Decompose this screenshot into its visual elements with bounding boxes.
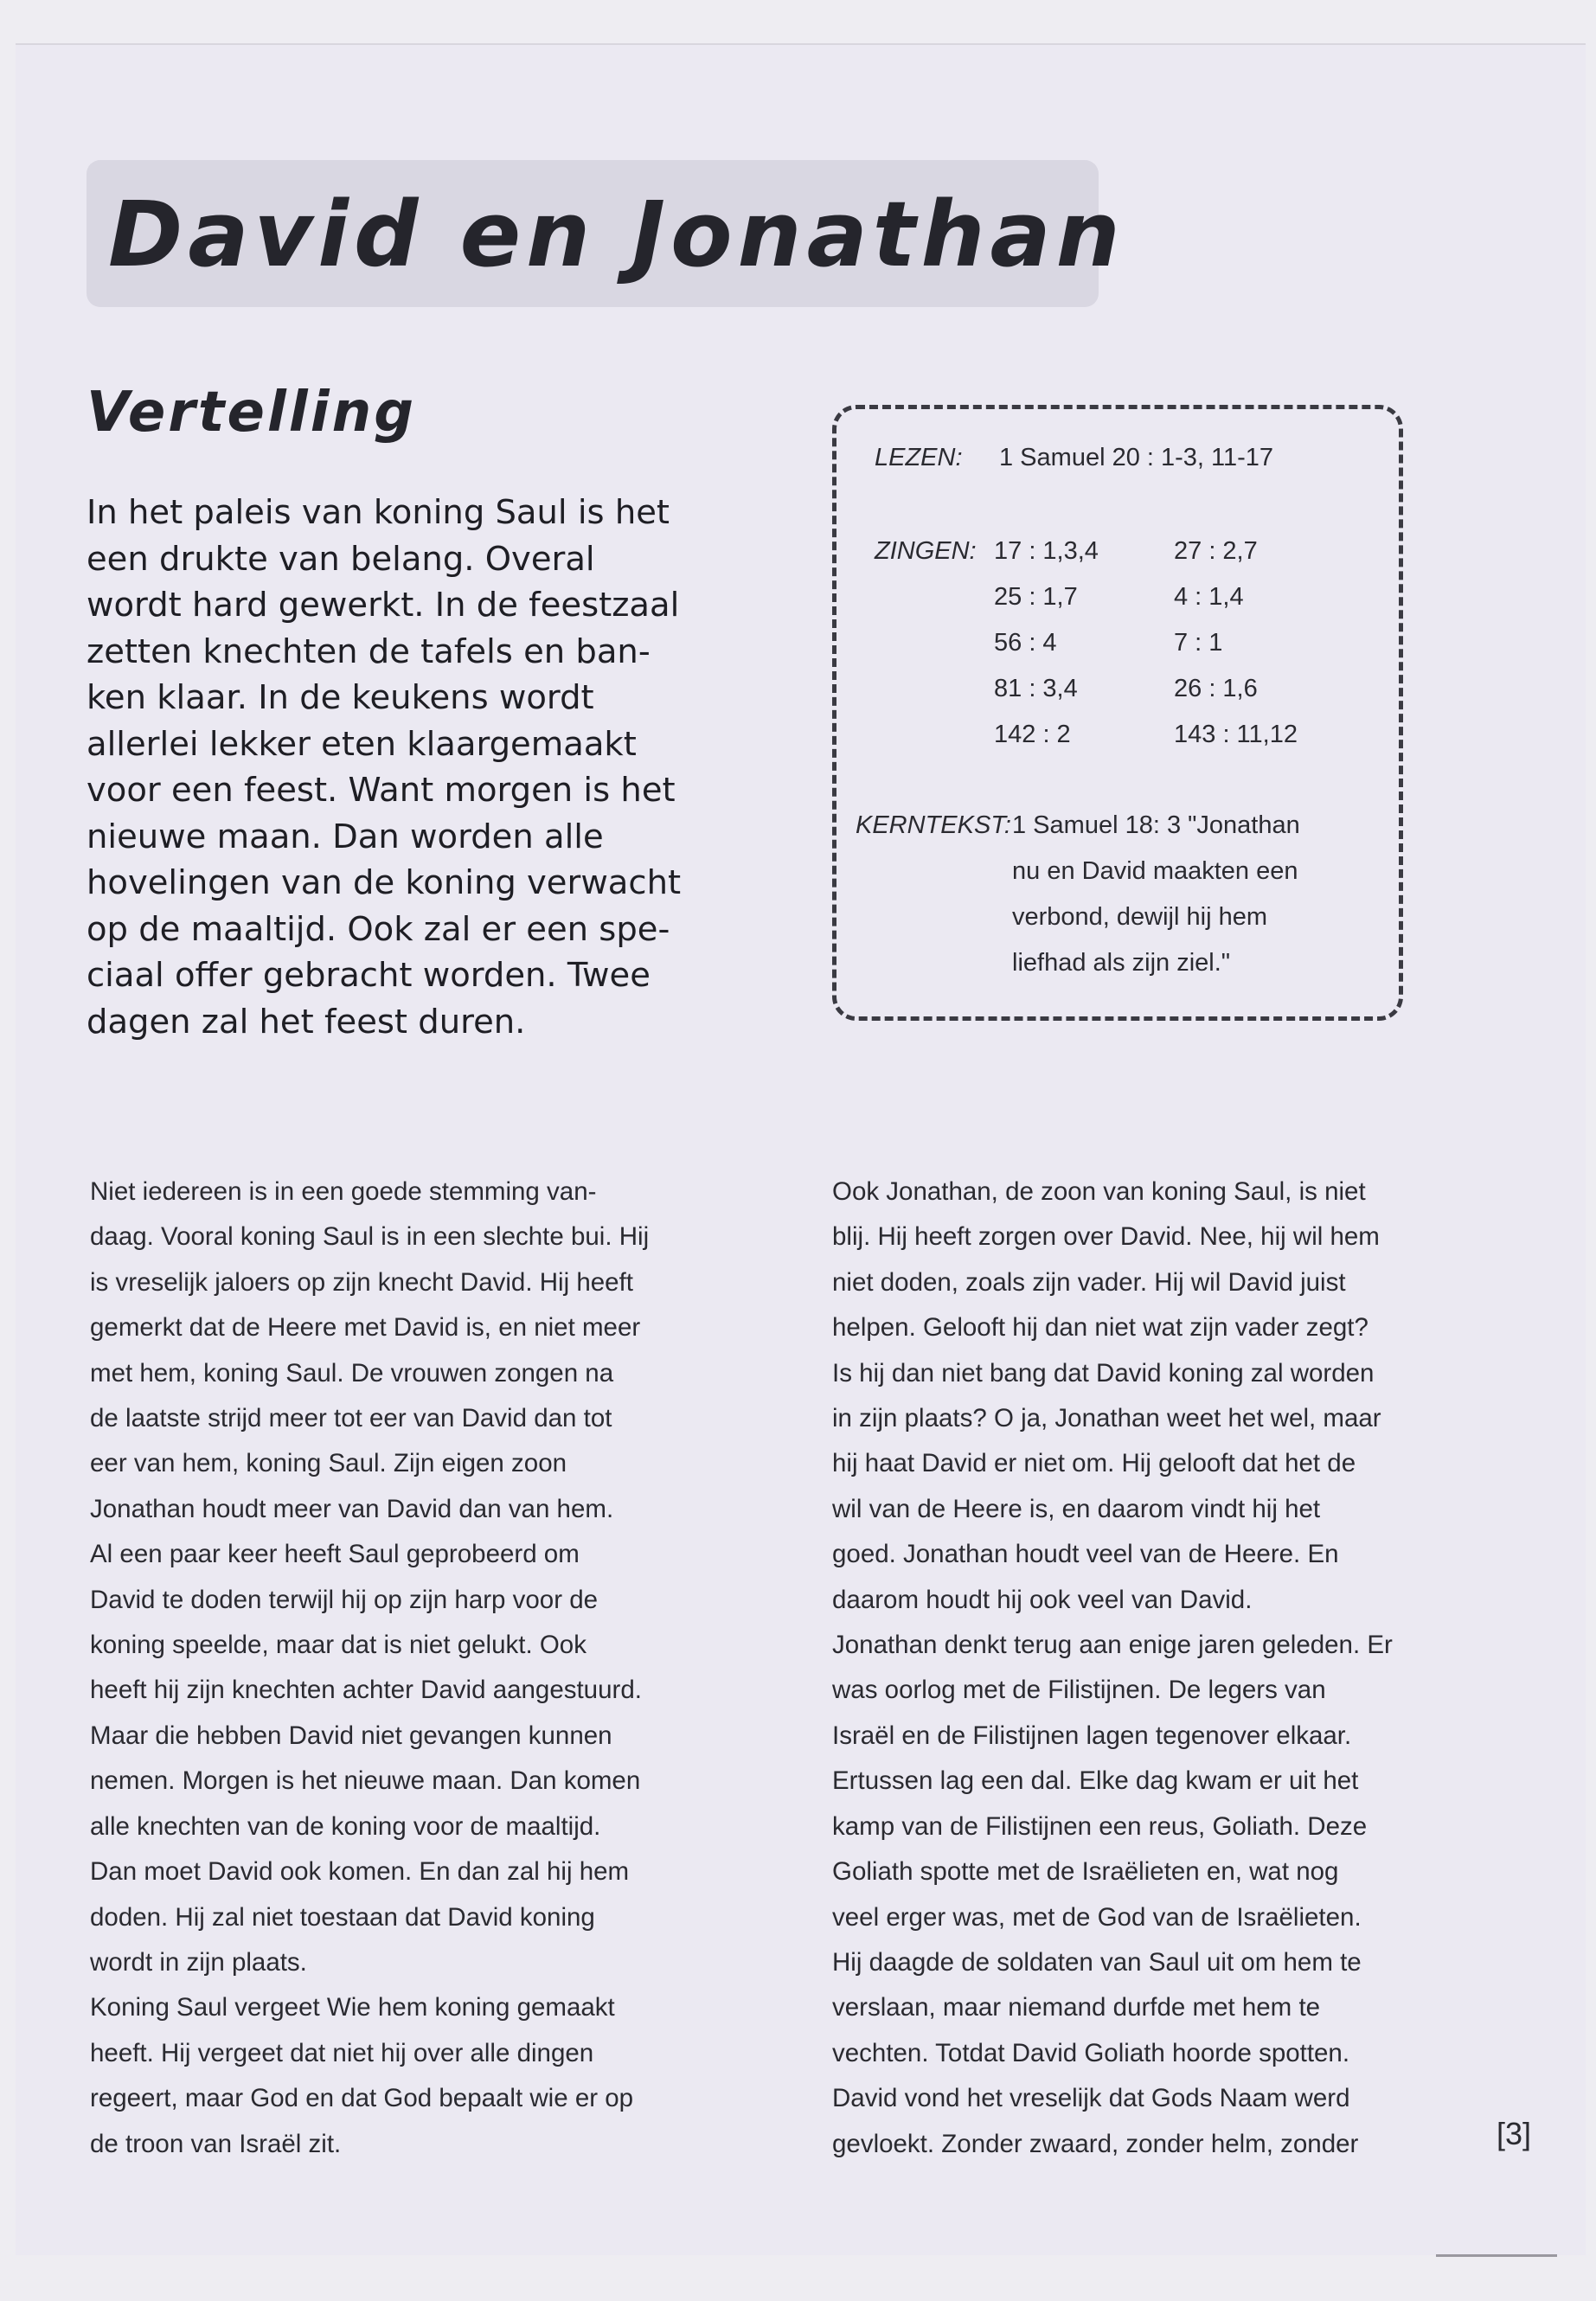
body-line: eer van hem, koning Saul. Zijn eigen zoon bbox=[90, 1449, 567, 1478]
body-line: heeft hij zijn knechten achter David aangestuurd. bbox=[90, 1676, 642, 1705]
body-line: alle knechten van de koning voor de maaltijd. bbox=[90, 1811, 601, 1841]
reading-info-box bbox=[832, 405, 1403, 1021]
intro-line: zetten knechten de tafels en ban- bbox=[87, 631, 651, 671]
body-line: regeert, maar God en dat God bepaalt wie er op bbox=[90, 2084, 634, 2113]
zingen-item: 27 : 2,7 bbox=[1174, 537, 1258, 565]
body-line: Is hij dan niet bang dat David koning zal worden bbox=[832, 1358, 1375, 1388]
body-line: niet doden, zoals zijn vader. Hij wil David juist bbox=[832, 1267, 1346, 1297]
kerntekst-line: nu en David maakten een bbox=[1012, 857, 1298, 885]
body-line: Ook Jonathan, de zoon van koning Saul, is niet bbox=[832, 1177, 1366, 1206]
lezen-label: LEZEN: bbox=[875, 444, 963, 471]
lezen-text: 1 Samuel 20 : 1-3, 11-17 bbox=[999, 444, 1274, 471]
page-number: [3] bbox=[1497, 2116, 1532, 2151]
kerntekst-line: 1 Samuel 18: 3 "Jonathan bbox=[1012, 811, 1300, 839]
body-line: Al een paar keer heeft Saul geprobeerd om bbox=[90, 1540, 580, 1569]
body-line: Dan moet David ook komen. En dan zal hij hem bbox=[90, 1857, 630, 1887]
zingen-label: ZINGEN: bbox=[875, 537, 977, 565]
intro-line: ken klaar. In de keukens wordt bbox=[87, 678, 594, 717]
kerntekst-line: liefhad als zijn ziel." bbox=[1012, 949, 1231, 977]
zingen-item: 142 : 2 bbox=[994, 721, 1071, 748]
body-line: nemen. Morgen is het nieuwe maan. Dan komen bbox=[90, 1766, 641, 1796]
body-line: goed. Jonathan houdt veel van de Heere. En bbox=[832, 1540, 1339, 1569]
body-line: Hij daagde de soldaten van Saul uit om hem te bbox=[832, 1947, 1362, 1977]
intro-line: een drukte van belang. Overal bbox=[87, 539, 595, 579]
body-line: vechten. Totdat David Goliath hoorde spotten. bbox=[832, 2038, 1350, 2067]
intro-line: In het paleis van koning Saul is het bbox=[87, 493, 670, 532]
zingen-item: 17 : 1,3,4 bbox=[994, 537, 1099, 565]
intro-paragraph bbox=[87, 490, 735, 1045]
body-line: de troon van Israël zit. bbox=[90, 2129, 342, 2158]
body-line: David vond het vreselijk dat Gods Naam werd bbox=[832, 2084, 1350, 2113]
body-line: Israël en de Filistijnen lagen tegenover elkaar. bbox=[832, 1721, 1352, 1750]
intro-line: dagen zal het feest duren. bbox=[87, 1002, 526, 1042]
body-column-right bbox=[832, 1170, 1490, 2167]
body-line: helpen. Gelooft hij dan niet wat zijn vader zegt? bbox=[832, 1313, 1368, 1343]
kerntekst-label: KERNTEKST: bbox=[856, 811, 1011, 839]
intro-line: nieuwe maan. Dan worden alle bbox=[87, 817, 604, 856]
kerntekst-line: verbond, dewijl hij hem bbox=[1012, 903, 1267, 931]
body-line: veel erger was, met de God van de Israëlieten. bbox=[832, 1902, 1362, 1932]
body-line: hij haat David er niet om. Hij gelooft dat het de bbox=[832, 1449, 1356, 1478]
intro-line: ciaal offer gebracht worden. Twee bbox=[87, 956, 651, 995]
body-line: kamp van de Filistijnen een reus, Goliath. Deze bbox=[832, 1811, 1368, 1841]
body-line: met hem, koning Saul. De vrouwen zongen na bbox=[90, 1358, 614, 1388]
body-column-left bbox=[90, 1170, 747, 2167]
body-line: doden. Hij zal niet toestaan dat David koning bbox=[90, 1902, 595, 1932]
zingen-item: 7 : 1 bbox=[1174, 629, 1223, 657]
zingen-item: 143 : 11,12 bbox=[1174, 721, 1298, 748]
body-line: Ertussen lag een dal. Elke dag kwam er uit het bbox=[832, 1766, 1359, 1796]
footer-divider bbox=[1436, 2254, 1557, 2257]
intro-line: wordt hard gewerkt. In de feestzaal bbox=[87, 586, 680, 625]
zingen-item: 81 : 3,4 bbox=[994, 675, 1078, 702]
body-line: Jonathan houdt meer van David dan van hem. bbox=[90, 1494, 614, 1523]
zingen-item: 4 : 1,4 bbox=[1174, 583, 1244, 611]
body-line: is vreselijk jaloers op zijn knecht David. Hij heeft bbox=[90, 1267, 633, 1297]
body-line: heeft. Hij vergeet dat niet hij over alle dingen bbox=[90, 2038, 594, 2067]
body-line: David te doden terwijl hij op zijn harp voor de bbox=[90, 1585, 599, 1614]
body-line: verslaan, maar niemand durfde met hem te bbox=[832, 1993, 1321, 2022]
body-line: de laatste strijd meer tot eer van David dan tot bbox=[90, 1404, 612, 1433]
body-line: gemerkt dat de Heere met David is, en niet meer bbox=[90, 1313, 641, 1343]
zingen-item: 25 : 1,7 bbox=[994, 583, 1078, 611]
body-line: Goliath spotte met de Israëlieten en, wat nog bbox=[832, 1857, 1339, 1887]
body-line: in zijn plaats? O ja, Jonathan weet het wel, maar bbox=[832, 1404, 1381, 1433]
body-line: wil van de Heere is, en daarom vindt hij het bbox=[832, 1494, 1321, 1523]
intro-line: allerlei lekker eten klaargemaakt bbox=[87, 724, 637, 764]
zingen-item: 26 : 1,6 bbox=[1174, 675, 1258, 702]
body-line: Maar die hebben David niet gevangen kunnen bbox=[90, 1721, 612, 1750]
section-heading: Vertelling bbox=[87, 381, 417, 445]
body-line: daag. Vooral koning Saul is in een slechte bui. Hij bbox=[90, 1222, 650, 1252]
body-line: was oorlog met de Filistijnen. De legers van bbox=[832, 1676, 1326, 1705]
page-title: David en Jonathan bbox=[108, 182, 1125, 287]
body-line: blij. Hij heeft zorgen over David. Nee, hij wil hem bbox=[832, 1222, 1380, 1252]
zingen-item: 56 : 4 bbox=[994, 629, 1057, 657]
intro-line: voor een feest. Want morgen is het bbox=[87, 771, 676, 810]
body-line: wordt in zijn plaats. bbox=[90, 1947, 307, 1977]
body-line: koning speelde, maar dat is niet gelukt. Ook bbox=[90, 1631, 586, 1660]
body-line: Jonathan denkt terug aan enige jaren geleden. Er bbox=[832, 1631, 1393, 1660]
body-line: Niet iedereen is in een goede stemming van- bbox=[90, 1177, 597, 1206]
intro-line: op de maaltijd. Ook zal er een spe- bbox=[87, 909, 670, 949]
body-line: Koning Saul vergeet Wie hem koning gemaakt bbox=[90, 1993, 615, 2022]
intro-line: hovelingen van de koning verwacht bbox=[87, 863, 682, 902]
body-line: daarom houdt hij ook veel van David. bbox=[832, 1585, 1253, 1614]
body-line: gevloekt. Zonder zwaard, zonder helm, zonder bbox=[832, 2129, 1359, 2158]
